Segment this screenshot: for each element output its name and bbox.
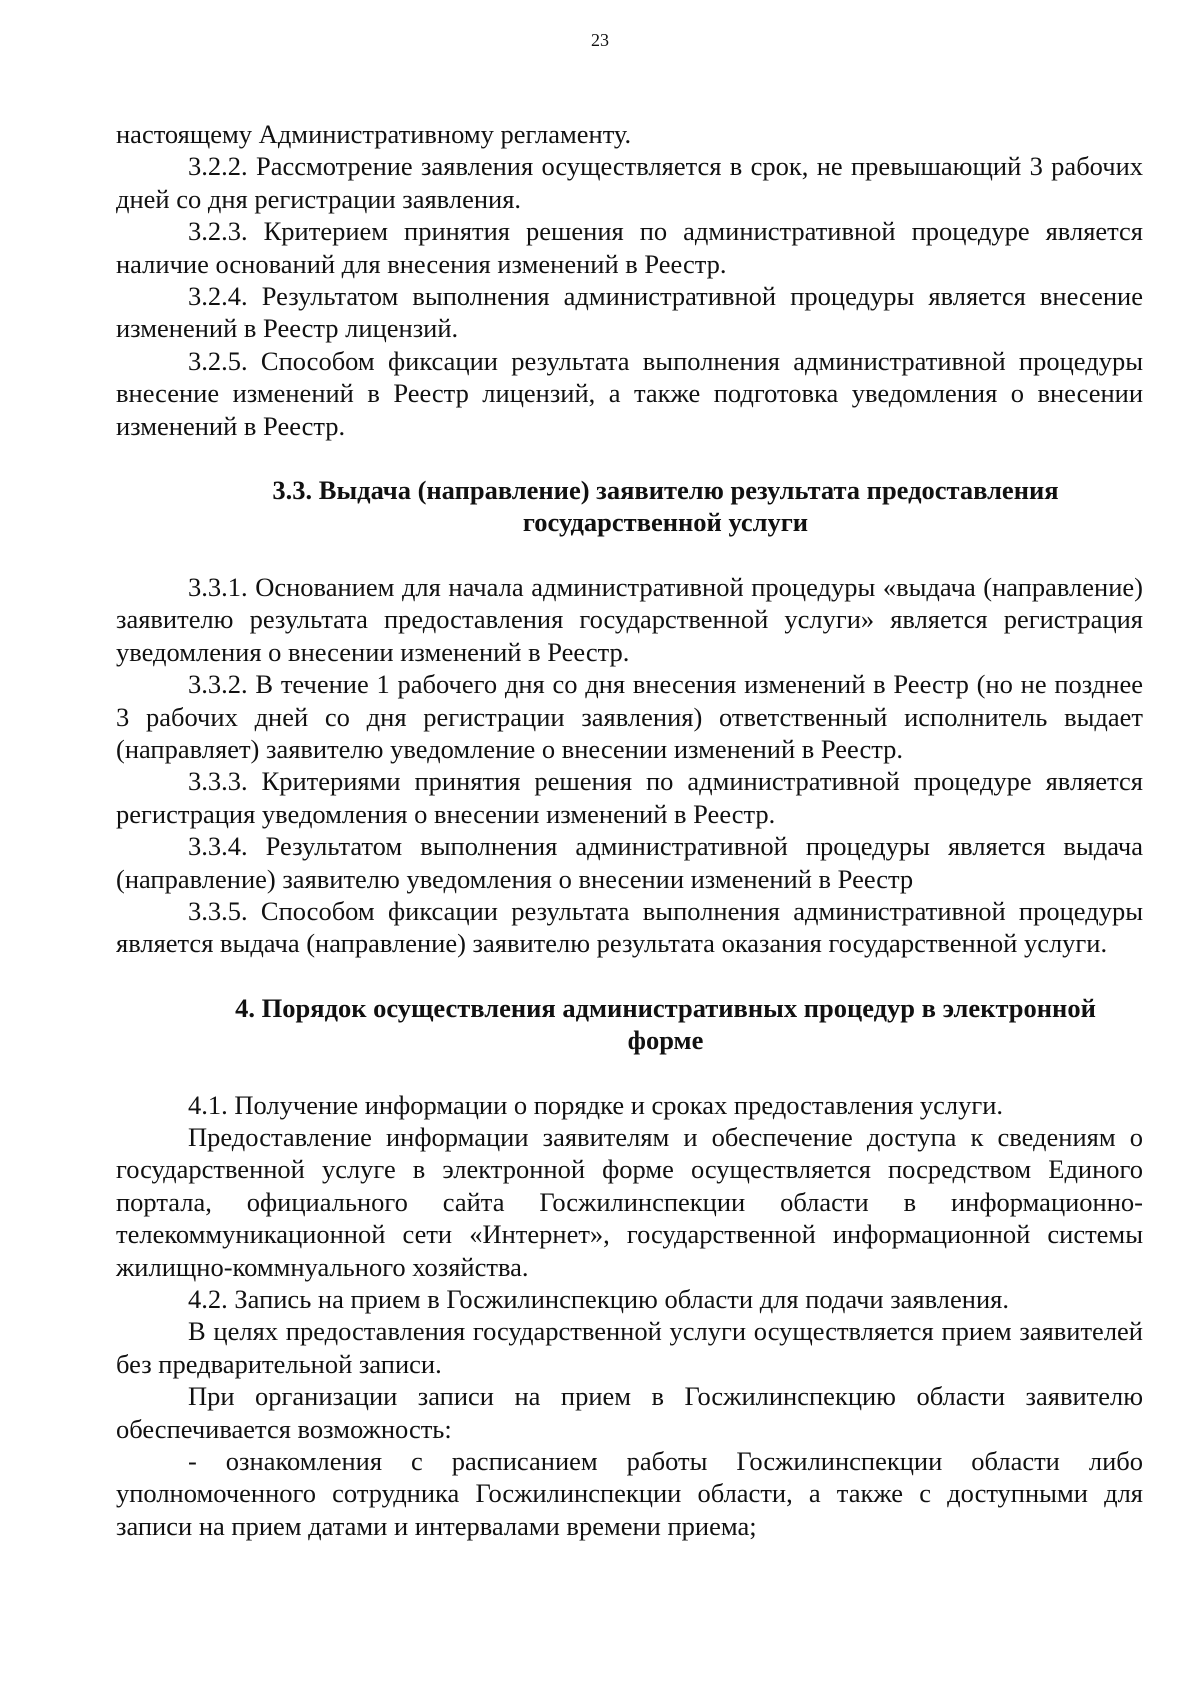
list-item-schedule: - ознакомления с расписанием работы Госжилинспекции области либо уполномоченного сотрудника Госжилинспекции области, а также с доступными для записи на прием датами и интервалами времени приема; [116,1446,1143,1541]
paragraph-3-3-1: 3.3.1. Основанием для начала административной процедуры «выдача (направление) заявителю результата предоставления государственной услуги» является регистрация уведомления о внесении изменений в Реестр. [116,571,1143,667]
paragraph-4-2-appointment-options: При организации записи на прием в Госжилинспекцию области заявителю обеспечивается возможность: [116,1381,1143,1444]
paragraph-3-2-5: 3.2.5. Способом фиксации результата выполнения административной процедуры внесение изменений в Реестр лицензий, а также подготовка уведомления о внесении изменений в Реестр. [116,345,1143,441]
paragraph-3-2-2: 3.2.2. Рассмотрение заявления осуществляется в срок, не превышающий 3 рабочих дней со дня регистрации заявления. [116,151,1143,214]
section-4-heading-line2: форме [627,1025,704,1056]
section-3-3-heading [116,474,1143,539]
paragraph-3-2-4: 3.2.4. Результатом выполнения административной процедуры является внесение изменений в Реестр лицензий. [116,281,1143,344]
paragraph-4-1-info: Предоставление информации заявителям и обеспечение доступа к сведениям о государственной услуге в электронной форме осуществляется посредством Единого портала, официального сайта Госжилинспекции области в информационно-телекоммуникационной сети «Интернет», государственной информационной системы жилищно-коммнуального хозяйства. [116,1121,1143,1282]
paragraph-3-3-4: 3.3.4. Результатом выполнения административной процедуры является выдача (направление) заявителю уведомления о внесении изменений в Реестр [116,831,1143,894]
section-4-heading-line1: 4. Порядок осуществления административных процедур в электронной [235,992,1096,1023]
paragraph-3-2-1-tail: настоящему Административному регламенту. [116,119,632,149]
document-body [116,118,1143,1542]
paragraph-4-1: 4.1. Получение информации о порядке и сроках предоставления услуги. [188,1089,1004,1120]
paragraph-3-3-2: 3.3.2. В течение 1 рабочего дня со дня внесения изменений в Реестр (но не позднее 3 рабочих дней со дня регистрации заявления) ответственный исполнитель выдает (направляет) заявителю уведомление о внесении изменений в Реестр. [116,669,1143,764]
page-number: 23 [591,30,609,50]
section-4-heading [116,992,1143,1057]
paragraph-3-3-3: 3.3.3. Критериями принятия решения по административной процедуре является регистрация уведомления о внесении изменений в Реестр. [116,766,1143,829]
paragraph-3-2-3: 3.2.3. Критерием принятия решения по административной процедуре является наличие оснований для внесения изменений в Реестр. [116,216,1143,279]
paragraph-3-3-5: 3.3.5. Способом фиксации результата выполнения административной процедуры является выдача (направление) заявителю результата оказания государственной услуги. [116,895,1143,959]
section-3-3-heading-line2: государственной услуги [522,507,809,538]
paragraph-4-2: 4.2. Запись на прием в Госжилинспекцию области для подачи заявления. [188,1284,1009,1314]
paragraph-4-2-no-appointment: В целях предоставления государственной услуги осуществляется прием заявителей без предварительной записи. [116,1316,1143,1379]
section-3-3-heading-line1: 3.3. Выдача (направление) заявителю результата предоставления [272,475,1059,506]
